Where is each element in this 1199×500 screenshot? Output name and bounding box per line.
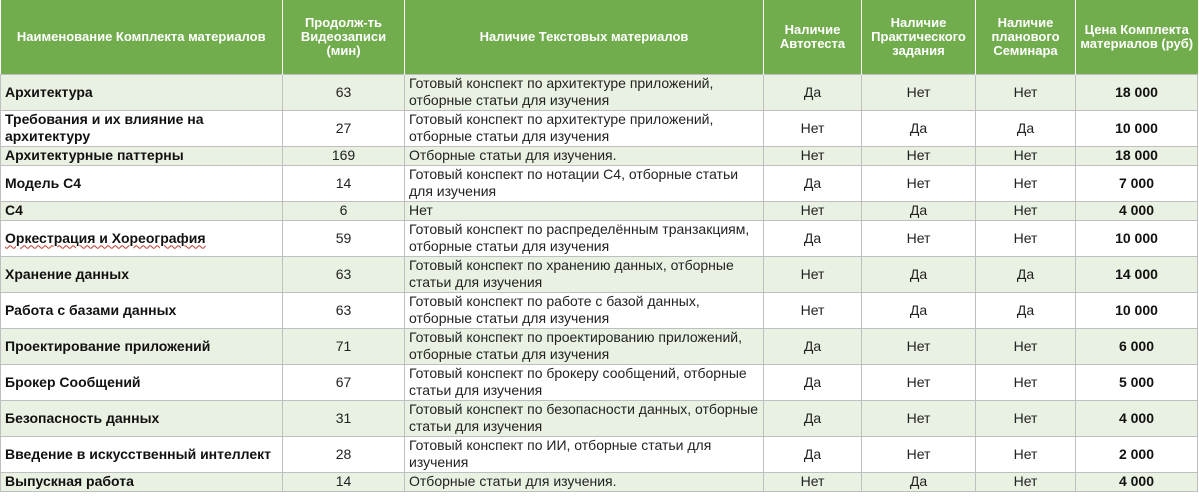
cell-autotest: Да: [764, 220, 862, 256]
cell-seminar: Да: [976, 110, 1076, 146]
cell-duration: 14: [283, 472, 405, 491]
cell-texts: Готовый конспект по архитектуре приложений, отборные статьи для изучения: [405, 74, 764, 110]
cell-texts: Готовый конспект по безопасности данных, отборные статьи для изучения: [405, 400, 764, 436]
cell-autotest: Да: [764, 400, 862, 436]
cell-autotest: Да: [764, 165, 862, 201]
cell-texts: Готовый конспект по ИИ, отборные статьи для изучения: [405, 436, 764, 472]
cell-autotest: Да: [764, 436, 862, 472]
cell-price: 18 000: [1076, 74, 1198, 110]
cell-price: 2 000: [1076, 436, 1198, 472]
table-row: [1, 146, 1198, 165]
cell-name: Брокер Сообщений: [1, 364, 283, 400]
table-row: [1, 436, 1198, 472]
cell-price: 5 000: [1076, 364, 1198, 400]
cell-duration: 169: [283, 146, 405, 165]
cell-duration: 63: [283, 256, 405, 292]
cell-seminar: Нет: [976, 165, 1076, 201]
table-row: [1, 256, 1198, 292]
cell-autotest: Да: [764, 74, 862, 110]
cell-duration: 63: [283, 74, 405, 110]
cell-autotest: Нет: [764, 110, 862, 146]
cell-price: 18 000: [1076, 146, 1198, 165]
cell-price: 14 000: [1076, 256, 1198, 292]
cell-practice: Нет: [862, 400, 976, 436]
cell-name: Модель С4: [1, 165, 283, 201]
table-row: [1, 74, 1198, 110]
table-row: [1, 364, 1198, 400]
cell-autotest: Да: [764, 364, 862, 400]
cell-texts: Готовый конспект по брокеру сообщений, отборные статьи для изучения: [405, 364, 764, 400]
table-row: [1, 400, 1198, 436]
cell-name: Выпускная работа: [1, 472, 283, 491]
cell-texts: Готовый конспект по проектированию приложений, отборные статьи для изучения: [405, 328, 764, 364]
cell-seminar: Да: [976, 292, 1076, 328]
cell-seminar: Нет: [976, 201, 1076, 220]
cell-name: Архитектура: [1, 74, 283, 110]
cell-autotest: Нет: [764, 256, 862, 292]
table-row: [1, 328, 1198, 364]
header-practice: Наличие Практического задания: [862, 0, 976, 74]
header-autotest: Наличие Автотеста: [764, 0, 862, 74]
cell-name: Архитектурные паттерны: [1, 146, 283, 165]
cell-texts: Отборные статьи для изучения.: [405, 472, 764, 491]
cell-name: Проектирование приложений: [1, 328, 283, 364]
cell-name: Введение в искусственный интеллект: [1, 436, 283, 472]
cell-texts: Отборные статьи для изучения.: [405, 146, 764, 165]
cell-name: Требования и их влияние на архитектуру: [1, 110, 283, 146]
header-name: Наименование Комплекта материалов: [1, 0, 283, 74]
cell-duration: 14: [283, 165, 405, 201]
cell-seminar: Нет: [976, 472, 1076, 491]
table-row: [1, 110, 1198, 146]
cell-price: 10 000: [1076, 292, 1198, 328]
cell-autotest: Да: [764, 328, 862, 364]
cell-texts: Готовый конспект по хранению данных, отборные статьи для изучения: [405, 256, 764, 292]
cell-duration: 67: [283, 364, 405, 400]
cell-duration: 71: [283, 328, 405, 364]
cell-price: 4 000: [1076, 400, 1198, 436]
cell-name-text: Оркестрация и Хореография: [5, 229, 206, 246]
cell-name: Хранение данных: [1, 256, 283, 292]
cell-duration: 28: [283, 436, 405, 472]
cell-autotest: Нет: [764, 201, 862, 220]
cell-autotest: Нет: [764, 472, 862, 491]
table-row: [1, 220, 1198, 256]
cell-texts: Готовый конспект по распределённым транзакциям, отборные статьи для изучения: [405, 220, 764, 256]
cell-seminar: Нет: [976, 220, 1076, 256]
cell-autotest: Нет: [764, 146, 862, 165]
cell-seminar: Да: [976, 256, 1076, 292]
cell-duration: 27: [283, 110, 405, 146]
cell-texts: Готовый конспект по нотации С4, отборные статьи для изучения: [405, 165, 764, 201]
table-row: [1, 472, 1198, 491]
cell-practice: Да: [862, 256, 976, 292]
cell-practice: Да: [862, 472, 976, 491]
cell-seminar: Нет: [976, 146, 1076, 165]
header-price: Цена Комплекта материалов (руб): [1076, 0, 1198, 74]
cell-practice: Да: [862, 201, 976, 220]
cell-seminar: Нет: [976, 400, 1076, 436]
cell-practice: Нет: [862, 364, 976, 400]
cell-price: 10 000: [1076, 110, 1198, 146]
cell-seminar: Нет: [976, 74, 1076, 110]
cell-name: Безопасность данных: [1, 400, 283, 436]
cell-price: 7 000: [1076, 165, 1198, 201]
cell-practice: Нет: [862, 146, 976, 165]
cell-practice: Нет: [862, 436, 976, 472]
table-row: [1, 201, 1198, 220]
cell-texts: Нет: [405, 201, 764, 220]
cell-name: С4: [1, 201, 283, 220]
cell-duration: 59: [283, 220, 405, 256]
cell-texts: Готовый конспект по работе с базой данных, отборные статьи для изучения: [405, 292, 764, 328]
cell-duration: 31: [283, 400, 405, 436]
cell-practice: Да: [862, 110, 976, 146]
header-texts: Наличие Текстовых материалов: [405, 0, 764, 74]
cell-autotest: Нет: [764, 292, 862, 328]
cell-seminar: Нет: [976, 436, 1076, 472]
table-row: [1, 165, 1198, 201]
cell-name: [1, 220, 283, 256]
cell-practice: Да: [862, 292, 976, 328]
cell-price: 6 000: [1076, 328, 1198, 364]
header-row: [1, 0, 1198, 74]
cell-price: 10 000: [1076, 220, 1198, 256]
table-row: [1, 292, 1198, 328]
cell-practice: Нет: [862, 74, 976, 110]
cell-practice: Нет: [862, 328, 976, 364]
header-duration: Продолж-ть Видеозаписи (мин): [283, 0, 405, 74]
cell-texts: Готовый конспект по архитектуре приложений, отборные статьи для изучения: [405, 110, 764, 146]
cell-seminar: Нет: [976, 328, 1076, 364]
cell-price: 4 000: [1076, 201, 1198, 220]
cell-duration: 6: [283, 201, 405, 220]
cell-seminar: Нет: [976, 364, 1076, 400]
cell-duration: 63: [283, 292, 405, 328]
cell-price: 4 000: [1076, 472, 1198, 491]
cell-name: Работа с базами данных: [1, 292, 283, 328]
header-seminar: Наличие планового Семинара: [976, 0, 1076, 74]
cell-practice: Нет: [862, 220, 976, 256]
cell-practice: Нет: [862, 165, 976, 201]
